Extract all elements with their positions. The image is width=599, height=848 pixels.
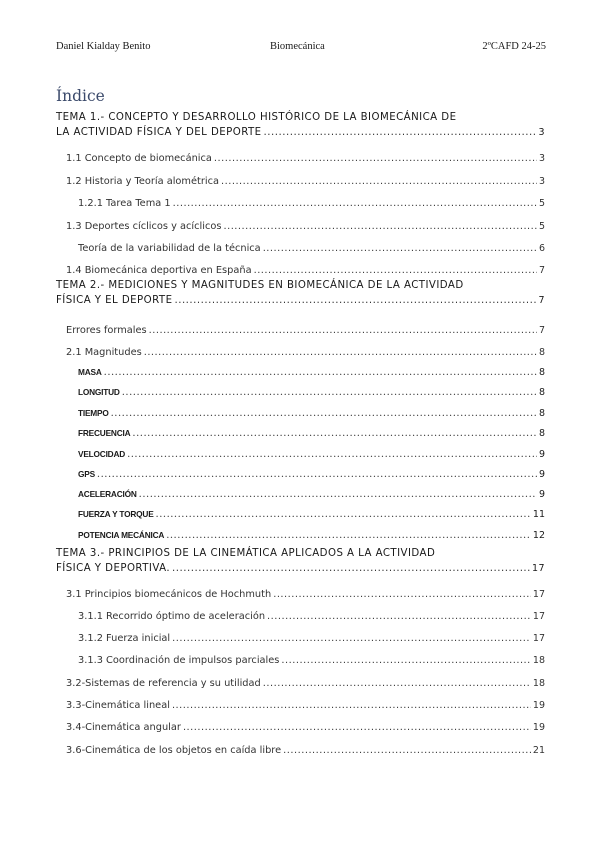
toc-entry[interactable]	[66, 698, 545, 713]
toc-entry[interactable]	[78, 487, 545, 502]
toc-entry-page: 7	[538, 295, 545, 306]
page-header	[56, 41, 546, 55]
toc-entry-text: POTENCIA MECÁNICA	[78, 530, 165, 540]
toc-entry[interactable]	[78, 426, 545, 441]
toc-entry[interactable]	[66, 345, 545, 360]
toc-entry-text-line2: FÍSICA Y DEPORTIVA.	[56, 563, 171, 574]
toc-entry-text: GPS	[78, 469, 95, 479]
dot-leader	[127, 447, 537, 462]
toc-entry-text-line1: TEMA 3.- PRINCIPIOS DE LA CINEMÁTICA APLICADOS A LA ACTIVIDAD	[56, 548, 436, 559]
toc-entry[interactable]	[66, 263, 545, 278]
toc-entry-text: 1.2 Historia y Teoría alométrica	[66, 176, 219, 187]
dot-leader	[174, 293, 536, 308]
toc-entry-page: 8	[538, 408, 545, 419]
toc-entry-page: 5	[538, 198, 545, 209]
toc-entry-text: VELOCIDAD	[78, 449, 126, 459]
toc-entry-text: 1.3 Deportes cíclicos y acíclicos	[66, 221, 222, 232]
toc-entry-text: ACELERACIÓN	[78, 489, 137, 499]
toc-entry-text: 3.2-Sistemas de referencia y su utilidad	[66, 678, 261, 689]
toc-entry-tema-2[interactable]	[56, 278, 545, 308]
toc-entry-page: 8	[538, 428, 545, 439]
dot-leader	[97, 467, 537, 482]
dot-leader	[132, 426, 537, 441]
dot-leader	[273, 587, 531, 602]
toc-entry[interactable]	[78, 507, 545, 522]
dot-leader	[149, 323, 537, 338]
dot-leader	[144, 345, 537, 360]
toc-entry-page: 19	[532, 700, 545, 711]
toc-entry[interactable]	[78, 241, 545, 256]
toc-entry-page: 8	[538, 387, 545, 398]
toc-entry-page: 9	[538, 469, 545, 480]
toc-entry[interactable]	[66, 323, 545, 338]
header-course: 2ºCAFD 24-25	[482, 41, 546, 52]
toc-entry-text: 3.1.1 Recorrido óptimo de aceleración	[78, 611, 266, 622]
toc-entry-text: 1.1 Concepto de biomecánica	[66, 153, 212, 164]
dot-leader	[264, 125, 537, 140]
dot-leader	[267, 609, 531, 624]
toc-entry-text: 3.6-Cinemática de los objetos en caída libre	[66, 745, 282, 756]
dot-leader	[221, 174, 537, 189]
toc-entry-page: 17	[532, 633, 545, 644]
toc-entry-text: FUERZA Y TORQUE	[78, 509, 154, 519]
dot-leader	[172, 631, 531, 646]
toc-entry-page: 3	[538, 127, 545, 138]
toc-entry-text: 3.1.2 Fuerza inicial	[78, 633, 171, 644]
toc-entry[interactable]	[66, 219, 545, 234]
toc-entry[interactable]	[66, 743, 545, 758]
toc-entry-page: 9	[538, 489, 545, 500]
toc-entry-text: 3.4-Cinemática angular	[66, 722, 181, 733]
dot-leader	[283, 743, 531, 758]
toc-entry-page: 6	[538, 243, 545, 254]
toc-entry-text-line1: TEMA 2.- MEDICIONES Y MAGNITUDES EN BIOMECÁNICA DE LA ACTIVIDAD	[56, 280, 464, 291]
toc-entry[interactable]	[78, 631, 545, 646]
dot-leader	[139, 487, 537, 502]
dot-leader	[183, 720, 531, 735]
toc-entry-text: 3.3-Cinemática lineal	[66, 700, 170, 711]
dot-leader	[111, 406, 537, 421]
dot-leader	[172, 698, 531, 713]
toc-entry-text-line2: LA ACTIVIDAD FÍSICA Y DEL DEPORTE	[56, 127, 262, 138]
toc-entry[interactable]	[78, 653, 545, 668]
toc-entry-text: 3.1 Principios biomecánicos de Hochmuth	[66, 589, 272, 600]
toc-entry[interactable]	[66, 676, 545, 691]
toc-entry-text-line1: TEMA 1.- CONCEPTO Y DESARROLLO HISTÓRICO DE LA BIOMECÁNICA DE	[56, 112, 457, 123]
toc-entry-text: TIEMPO	[78, 408, 109, 418]
toc-entry-text: 1.4 Biomecánica deportiva en España	[66, 265, 252, 276]
dot-leader	[263, 676, 531, 691]
toc-entry-text: 3.1.3 Coordinación de impulsos parciales	[78, 655, 280, 666]
toc-entry-page: 11	[532, 509, 545, 520]
dot-leader	[263, 241, 537, 256]
toc-entry-tema-3[interactable]	[56, 546, 545, 576]
toc-entry[interactable]	[66, 587, 545, 602]
dot-leader	[281, 653, 531, 668]
toc-entry[interactable]	[66, 174, 545, 189]
toc-entry-page: 17	[532, 589, 545, 600]
toc-entry-page: 17	[532, 563, 545, 574]
header-author: Daniel Kialday Benito	[56, 41, 151, 52]
toc-entry-page: 5	[538, 221, 545, 232]
toc-entry[interactable]	[78, 528, 545, 543]
toc-entry[interactable]	[78, 609, 545, 624]
toc-entry-page: 21	[532, 745, 545, 756]
toc-entry-page: 9	[538, 449, 545, 460]
toc-entry-page: 3	[538, 176, 545, 187]
dot-leader	[173, 196, 537, 211]
dot-leader	[166, 528, 531, 543]
dot-leader	[254, 263, 537, 278]
toc-entry-page: 17	[532, 611, 545, 622]
dot-leader	[223, 219, 536, 234]
toc-entry[interactable]	[78, 365, 545, 380]
toc-entry[interactable]	[66, 720, 545, 735]
toc-entry-text: 2.1 Magnitudes	[66, 347, 142, 358]
header-subject: Biomecánica	[270, 41, 325, 52]
toc-entry-tema-1[interactable]	[56, 110, 545, 140]
toc-entry-text: MASA	[78, 367, 102, 377]
toc-entry[interactable]	[78, 447, 545, 462]
toc-entry-page: 7	[538, 265, 545, 276]
dot-leader	[172, 561, 530, 576]
toc-entry-text: LONGITUD	[78, 387, 120, 397]
toc-entry-page: 18	[532, 655, 545, 666]
toc-entry-page: 3	[538, 153, 545, 164]
toc-entry-page: 18	[532, 678, 545, 689]
dot-leader	[214, 151, 537, 166]
toc-entry-page: 12	[532, 530, 545, 541]
toc-entry-text: Errores formales	[66, 325, 147, 336]
toc-entry[interactable]	[78, 406, 545, 421]
toc-entry[interactable]	[66, 151, 545, 166]
toc-entry[interactable]	[78, 196, 545, 211]
toc-entry-text: FRECUENCIA	[78, 428, 131, 438]
dot-leader	[156, 507, 531, 522]
toc-entry-text: Teoría de la variabilidad de la técnica	[78, 243, 261, 254]
dot-leader	[104, 365, 537, 380]
toc-entry-page: 7	[538, 325, 545, 336]
toc-entry-page: 8	[538, 367, 545, 378]
toc-entry-page: 19	[532, 722, 545, 733]
toc-title: Índice	[56, 87, 105, 105]
toc-entry[interactable]	[78, 467, 545, 482]
toc-entry[interactable]	[78, 385, 545, 400]
dot-leader	[122, 385, 537, 400]
toc-entry-text-line2: FÍSICA Y EL DEPORTE	[56, 295, 173, 306]
toc-entry-text: 1.2.1 Tarea Tema 1	[78, 198, 171, 209]
toc-entry-page: 8	[538, 347, 545, 358]
